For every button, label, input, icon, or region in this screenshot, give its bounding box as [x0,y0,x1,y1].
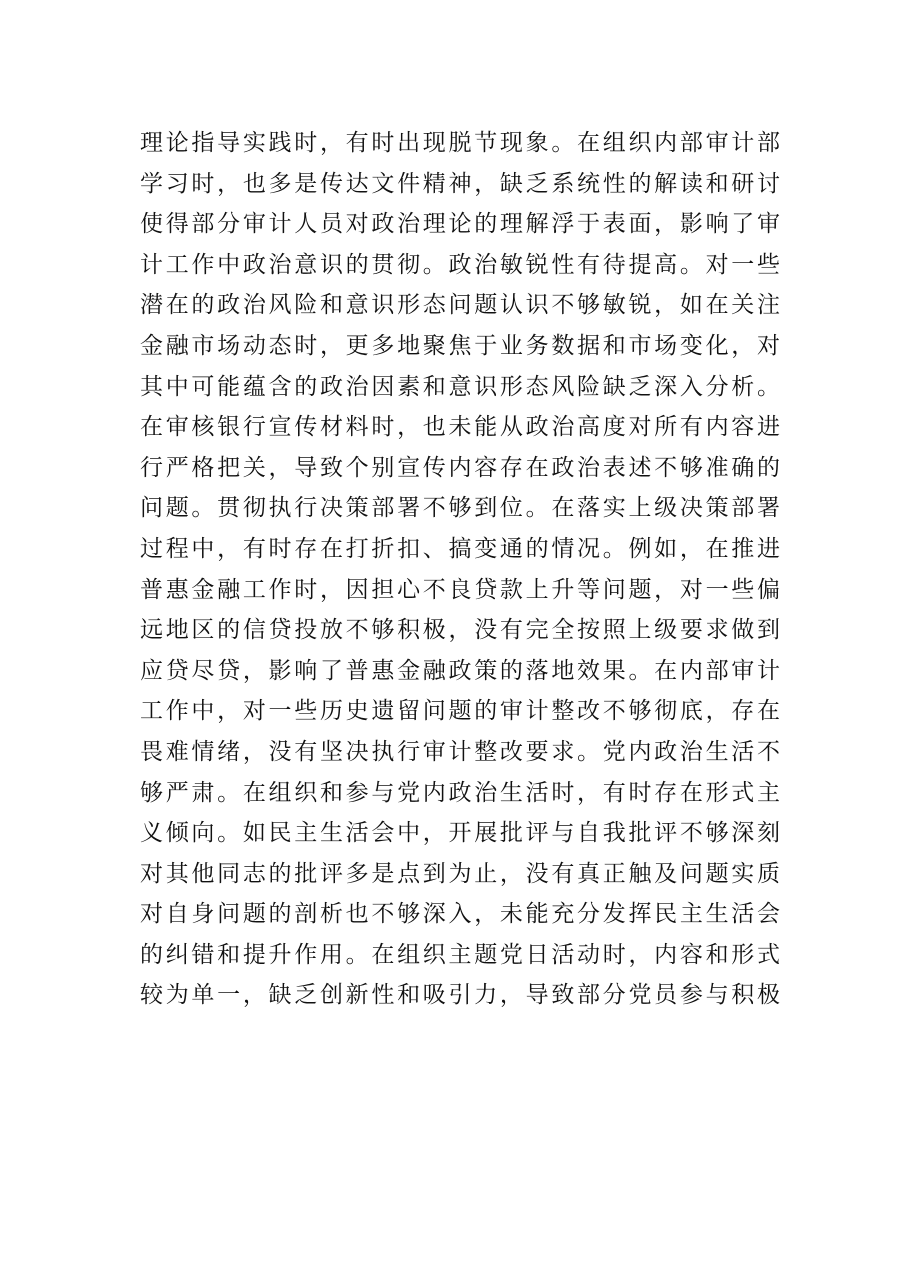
text-line: 工作中，对一些历史遗留问题的审计整改不够彻底，存在 [140,698,780,725]
text-line: 够严肃。在组织和参与党内政治生活时，有时存在形式主 [140,779,780,806]
text-line: 计工作中政治意识的贯彻。政治敏锐性有待提高。对一些 [140,251,780,278]
text-line: 理论指导实践时，有时出现脱节现象。在组织内部审计部 [140,130,780,156]
text-line: 普惠金融工作时，因担心不良贷款上升等问题，对一些偏 [140,576,780,603]
text-line: 使得部分审计人员对政治理论的理解浮于表面，影响了审 [140,211,780,238]
text-line: 过程中，有时存在打折扣、搞变通的情况。例如，在推进 [140,535,780,562]
text-line: 对其他同志的批评多是点到为止，没有真正触及问题实质 [140,860,780,887]
text-line: 问题。贯彻执行决策部署不够到位。在落实上级决策部署 [140,495,780,522]
text-line: 义倾向。如民主生活会中，开展批评与自我批评不够深刻 [140,820,780,847]
text-line: 潜在的政治风险和意识形态问题认识不够敏锐，如在关注 [140,292,780,319]
text-line: 畏难情绪，没有坚决执行审计整改要求。党内政治生活不 [140,738,780,765]
text-line: 其中可能蕴含的政治因素和意识形态风险缺乏深入分析。 [140,373,780,400]
text-line: 在审核银行宣传材料时，也未能从政治高度对所有内容进 [140,414,780,441]
text-line: 的纠错和提升作用。在组织主题党日活动时，内容和形式 [140,941,780,968]
text-line: 应贷尽贷，影响了普惠金融政策的落地效果。在内部审计 [140,657,780,684]
text-line: 远地区的信贷投放不够积极，没有完全按照上级要求做到 [140,617,780,644]
body-paragraph [140,123,780,1016]
text-line: 金融市场动态时，更多地聚焦于业务数据和市场变化，对 [140,332,780,359]
text-line: 行严格把关，导致个别宣传内容存在政治表述不够准确的 [140,454,780,481]
text-line: 学习时，也多是传达文件精神，缺乏系统性的解读和研讨 [140,170,780,197]
text-line: 较为单一，缺乏创新性和吸引力，导致部分党员参与积极 [140,982,780,1009]
text-line: 对自身问题的剖析也不够深入，未能充分发挥民主生活会 [140,901,780,928]
